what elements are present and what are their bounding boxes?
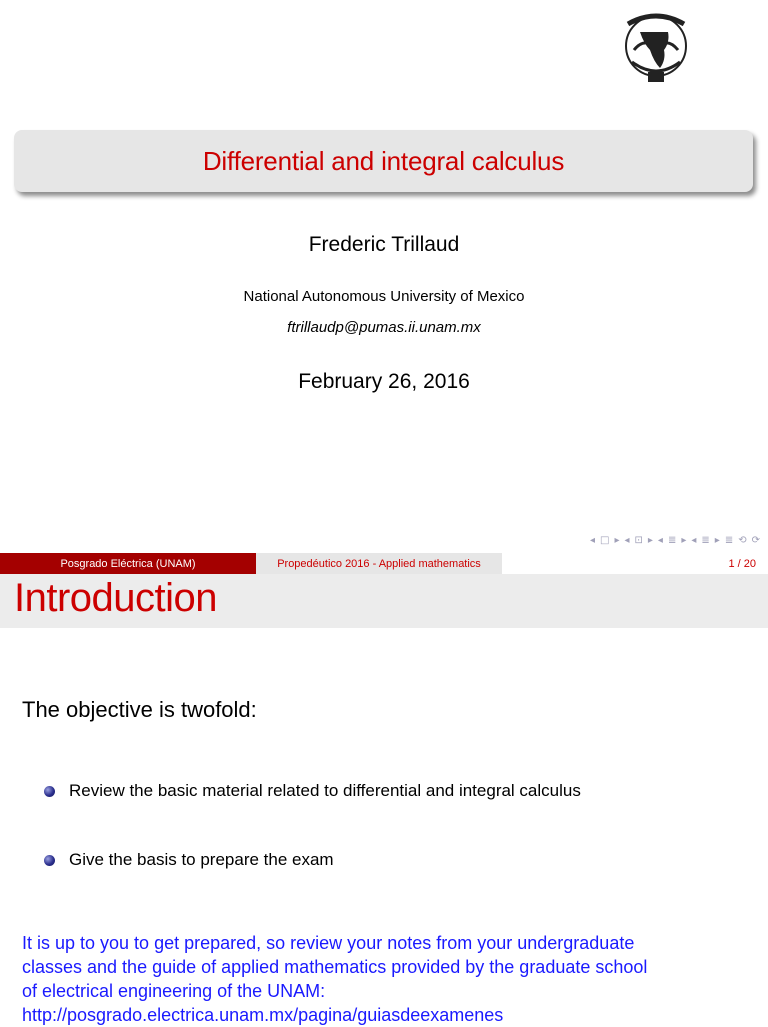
nav-next-section-icon[interactable]: ▸ (714, 535, 720, 546)
nav-back-icon[interactable]: ⟲ (738, 535, 747, 546)
frame-title-bar (0, 574, 768, 628)
preparation-paragraph (22, 931, 762, 1027)
bullet-icon (44, 786, 55, 797)
institute-name: National Autonomous University of Mexico (243, 288, 525, 305)
nav-frame-icon[interactable]: ⊡ (634, 535, 643, 546)
footer-page-number: 1 / 20 (728, 557, 756, 570)
footer-author-block (0, 553, 256, 574)
title-panel (14, 130, 753, 192)
presentation-title: Differential and integral calculus (202, 145, 565, 176)
paragraph-line: of electrical engineering of the UNAM: (22, 981, 326, 1001)
bullet-text: Give the basis to prepare the exam (69, 850, 334, 869)
nav-prev-slide-icon[interactable]: ◂ (589, 535, 595, 546)
paragraph-line: It is up to you to get prepared, so review your notes from your undergraduate (22, 933, 635, 953)
bullet-icon (44, 855, 55, 866)
slide-footer (0, 553, 768, 574)
unam-seal-icon (620, 10, 692, 86)
bullet-text: Review the basic material related to differential and integral calculus (69, 781, 581, 800)
footer-page-block (502, 553, 768, 574)
nav-next-frame-icon[interactable]: ▸ (647, 535, 653, 546)
nav-prev-subsection-icon[interactable]: ◂ (657, 535, 663, 546)
nav-document-icon[interactable]: ≣ (724, 535, 734, 546)
intro-text: The objective is twofold: (22, 697, 257, 722)
beamer-navigation-bar[interactable] (590, 535, 760, 546)
nav-prev-frame-icon[interactable]: ◂ (624, 535, 630, 546)
presentation-date: February 26, 2016 (298, 370, 470, 393)
list-item (44, 850, 334, 870)
footer-title-block (256, 553, 502, 574)
footer-institution: Posgrado Eléctrica (UNAM) (60, 557, 196, 570)
nav-forward-icon[interactable]: ⟳ (751, 535, 760, 546)
nav-subsection-icon[interactable]: ≣ (667, 535, 677, 546)
nav-section-icon[interactable]: ≣ (701, 535, 710, 546)
footer-course-title: Propedéutico 2016 - Applied mathematics (277, 557, 481, 570)
nav-prev-section-icon[interactable]: ◂ (691, 535, 697, 546)
paragraph-line: classes and the guide of applied mathematics provided by the graduate school (22, 957, 648, 977)
exam-guides-link[interactable]: http://posgrado.electrica.unam.mx/pagina/guiasdeexamenes (22, 1005, 504, 1025)
nav-slide-icon[interactable]: □ (599, 535, 610, 546)
author-email: ftrillaudp@pumas.ii.unam.mx (287, 319, 481, 336)
list-item (44, 781, 581, 801)
nav-next-subsection-icon[interactable]: ▸ (681, 535, 687, 546)
nav-next-slide-icon[interactable]: ▸ (614, 535, 620, 546)
frame-title: Introduction (14, 576, 218, 620)
author-name: Frederic Trillaud (308, 233, 460, 256)
